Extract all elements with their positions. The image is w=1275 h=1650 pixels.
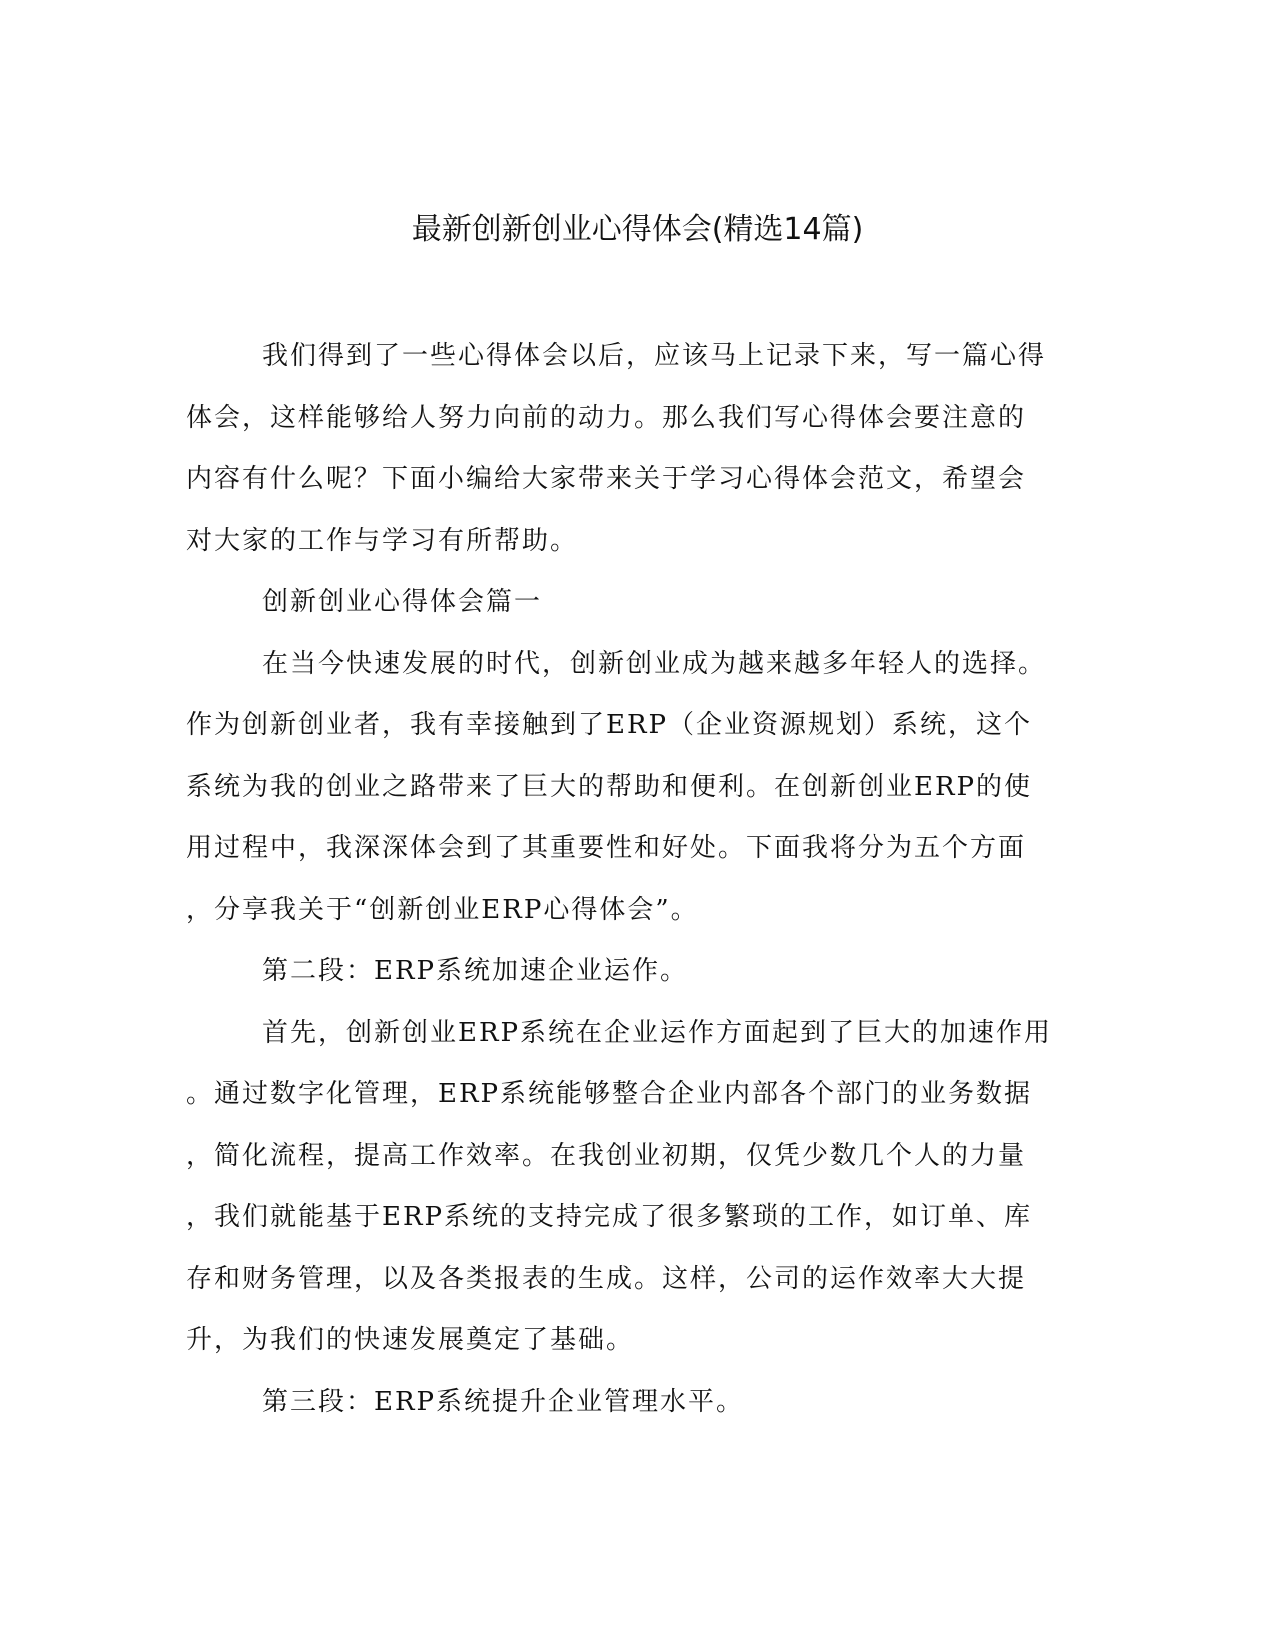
paragraph-line: 用过程中，我深深体会到了其重要性和好处。下面我将分为五个方面 [186, 833, 1027, 863]
paragraph-line: 首先，创新创业ERP系统在企业运作方面起到了巨大的加速作用 [262, 1017, 1053, 1048]
paragraph-line: 体会，这样能够给人努力向前的动力。那么我们写心得体会要注意的 [186, 402, 1027, 433]
section-heading: 创新创业心得体会篇一 [262, 587, 543, 617]
paragraph-line: 在当今快速发展的时代，创新创业成为越来越多年轻人的选择。 [262, 648, 1047, 679]
paragraph-line: 升，为我们的快速发展奠定了基础。 [186, 1325, 635, 1355]
paragraph-line: ，简化流程，提高工作效率。在我创业初期，仅凭少数几个人的力量 [186, 1140, 1027, 1171]
paragraph-line: 系统为我的创业之路带来了巨大的帮助和便利。在创新创业ERP的使 [186, 771, 1033, 802]
paragraph-line: 。通过数字化管理，ERP系统能够整合企业内部各个部门的业务数据 [186, 1079, 1033, 1109]
paragraph-line: 存和财务管理，以及各类报表的生成。这样，公司的运作效率大大提 [186, 1263, 1027, 1294]
paragraph-line: 作为创新创业者，我有幸接触到了ERP（企业资源规划）系统，这个 [186, 710, 1033, 740]
document-title: 最新创新创业心得体会(精选14篇) [411, 212, 864, 247]
paragraph-line: ，我们就能基于ERP系统的支持完成了很多繁琐的工作，如订单、库 [186, 1202, 1033, 1232]
section-heading: 第三段：ERP系统提升企业管理水平。 [262, 1386, 745, 1417]
paragraph-line: 我们得到了一些心得体会以后，应该马上记录下来，写一篇心得 [262, 341, 1047, 371]
paragraph-line: 对大家的工作与学习有所帮助。 [186, 525, 579, 556]
paragraph-line: 内容有什么呢？下面小编给大家带来关于学习心得体会范文，希望会 [186, 464, 1027, 494]
section-heading: 第二段：ERP系统加速企业运作。 [262, 956, 689, 986]
document-body [186, 326, 1086, 1433]
paragraph-line: ，分享我关于“创新创业ERP心得体会”。 [186, 894, 699, 925]
